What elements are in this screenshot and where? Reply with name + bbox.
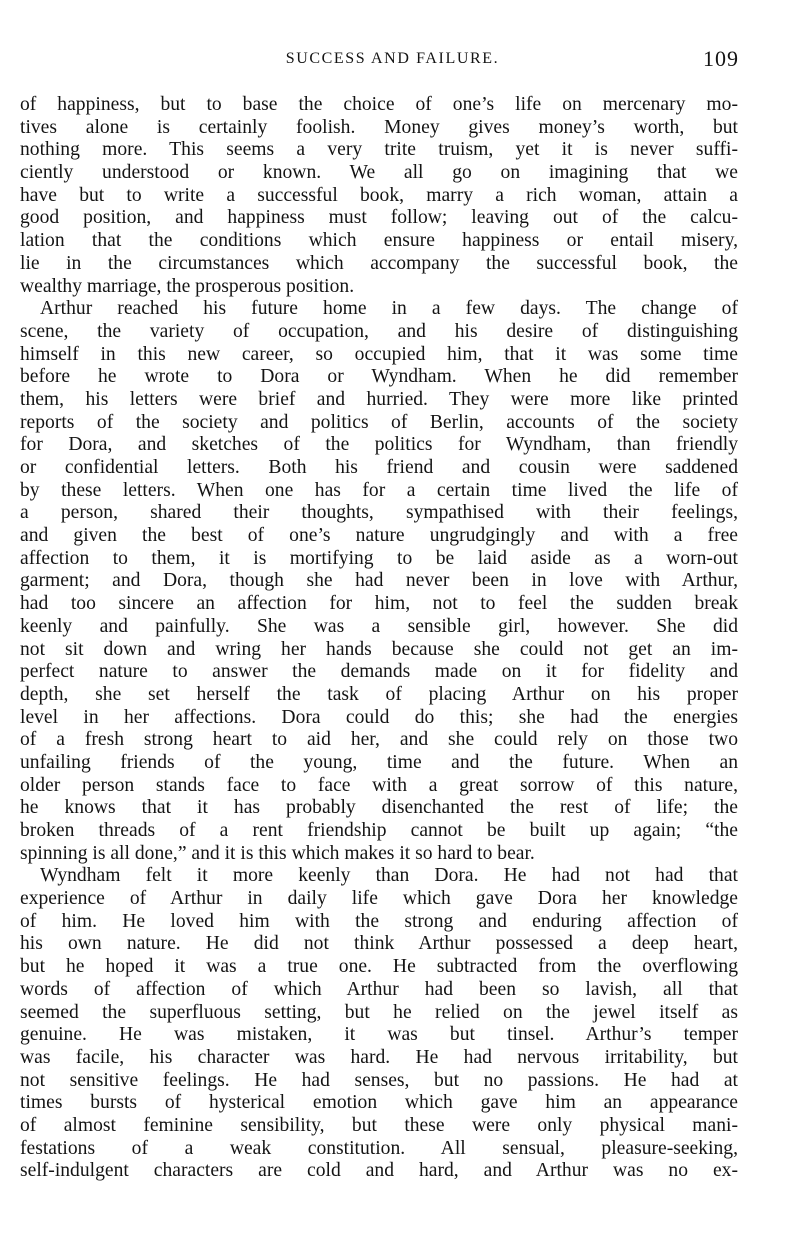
text-line: but he hoped it was a true one. He subtracted from the overflowing [20,956,738,978]
text-line: not sensitive feelings. He had senses, but no passions. He had at [20,1069,738,1091]
text-line: affection to them, it is mortifying to be laid aside as a worn-out [20,547,738,569]
paragraph-last-line: spinning is all done,” and it is this which makes it so hard to bear. [20,842,535,864]
text-line: garment; and Dora, though she had never been in love with Arthur, [20,570,738,592]
text-line: he knows that it has probably disenchanted the rest of life; the [20,797,738,819]
text-line: unfailing friends of the young, time and the future. When an [20,751,738,773]
text-line: for Dora, and sketches of the politics for Wyndham, than friendly [20,434,738,456]
text-line: them, his letters were brief and hurried. They were more like printed [20,388,738,410]
text-line: have but to write a successful book, marry a rich woman, attain a [20,184,738,206]
text-line: of him. He loved him with the strong and enduring affection of [20,910,738,932]
text-line: before he wrote to Dora or Wyndham. When he did remember [20,366,738,388]
paragraph-first-line: Arthur reached his future home in a few days. The change of [40,298,738,320]
text-line: festations of a weak constitution. All sensual, pleasure-seeking, [20,1137,738,1159]
text-line: words of affection of which Arthur had been so lavish, all that [20,978,738,1000]
text-line: experience of Arthur in daily life which gave Dora her knowledge [20,888,738,910]
text-line: nothing more. This seems a very trite truism, yet it is never suffi- [20,139,738,161]
text-line: keenly and painfully. She was a sensible girl, however. She did [20,615,738,637]
text-line: himself in this new career, so occupied him, that it was some time [20,343,738,365]
text-line: of happiness, but to base the choice of one’s life on mercenary mo- [20,94,738,115]
page-number: 109 [703,46,739,71]
running-title: SUCCESS AND FAILURE. [285,50,500,67]
text-line: perfect nature to answer the demands made on it for fidelity and [20,661,738,683]
text-line: level in her affections. Dora could do this; she had the energies [20,706,738,728]
running-header [0,46,803,76]
text-line: older person stands face to face with a great sorrow of this nature, [20,774,738,796]
text-line: ciently understood or known. We all go on imagining that we [20,162,738,184]
text-line: broken threads of a rent friendship cannot be built up again; “the [20,820,738,841]
text-line: reports of the society and politics of Berlin, accounts of the society [20,411,738,433]
text-line: genuine. He was mistaken, it was but tinsel. Arthur’s temper [20,1024,738,1046]
text-line: lation that the conditions which ensure happiness or entail misery, [20,230,738,252]
text-line: lie in the circumstances which accompany the successful book, the [20,252,738,274]
text-line: tives alone is certainly foolish. Money gives money’s worth, but [20,116,738,138]
text-line: or confidential letters. Both his friend and cousin were saddened [20,457,738,478]
text-line: not sit down and wring her hands because she could not get an im- [20,638,738,660]
text-line: a person, shared their thoughts, sympathised with their feelings, [20,502,738,524]
paragraph-last-line: wealthy marriage, the prosperous position. [20,275,355,297]
text-line: scene, the variety of occupation, and his desire of distinguishing [20,320,738,342]
text-line: self-indulgent characters are cold and hard, and Arthur was no ex- [20,1160,738,1182]
text-line: was facile, his character was hard. He had nervous irritability, but [20,1046,738,1068]
text-line: by these letters. When one has for a certain time lived the life of [20,479,738,501]
text-line: times bursts of hysterical emotion which gave him an appearance [20,1092,738,1114]
text-line: seemed the superfluous setting, but he relied on the jewel itself as [20,1001,738,1023]
text-line: had too sincere an affection for him, not to feel the sudden break [20,593,738,615]
text-line: his own nature. He did not think Arthur possessed a deep heart, [20,933,738,955]
text-line: and given the best of one’s nature ungrudgingly and with a free [20,525,738,547]
text-line: depth, she set herself the task of placing Arthur on his proper [20,683,738,705]
text-line: of almost feminine sensibility, but these were only physical mani- [20,1114,738,1136]
body-text [20,94,738,1183]
paragraph-first-line: Wyndham felt it more keenly than Dora. He had not had that [40,865,738,887]
text-line: of a fresh strong heart to aid her, and she could rely on those two [20,729,738,751]
text-line: good position, and happiness must follow; leaving out of the calcu- [20,207,738,229]
